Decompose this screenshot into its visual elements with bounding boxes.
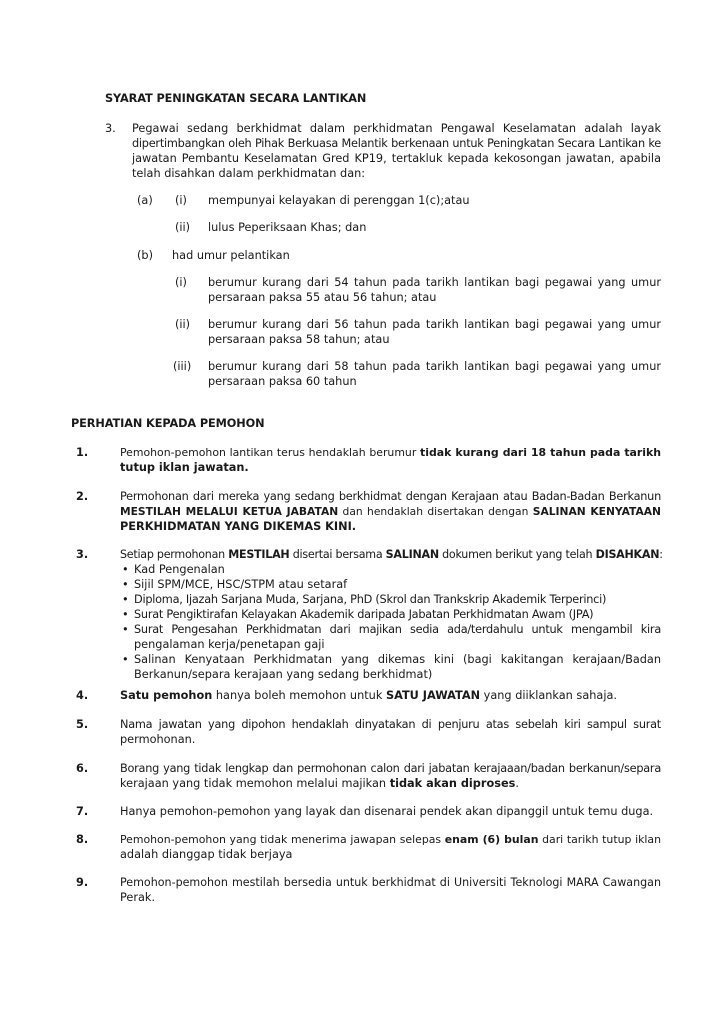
text-bold: Satu pemohon (120, 689, 213, 702)
age-item-line: berumur kurang dari 54 tahun pada tarikh lantikan bagi pegawai yang umur (208, 276, 661, 289)
bullet-icon: • (122, 653, 129, 666)
item-1-line-1 (120, 446, 661, 461)
text-normal: : (659, 548, 663, 561)
item-number: 6. (76, 762, 89, 775)
age-item-line: persaraan paksa 60 tahun (208, 375, 357, 388)
bullet-item: Diploma, Ijazah Sarjana Muda, Sarjana, PhD (Skrol dan Trankskrip Akademik Terperinci) (134, 593, 607, 606)
item-2-line-1: Permohonan dari mereka yang sedang berkhidmat dengan Kerajaan atau Badan-Badan Berkanun (120, 490, 661, 503)
text-bold: MESTILAH MELALUI KETUA JABATAN (120, 505, 339, 518)
item-number: 8. (76, 833, 89, 846)
sub-item-label: (ii) (175, 221, 191, 234)
sub-item-text: lulus Peperiksaan Khas; dan (208, 221, 367, 234)
text-normal: Pemohon-pemohon yang tidak menerima jawapan selepas (120, 833, 445, 846)
age-item-label: (iii) (173, 360, 192, 373)
sub-label-a: (a) (137, 194, 153, 207)
item-number: 1. (76, 446, 89, 459)
sub-item-text: had umur pelantikan (172, 249, 290, 262)
bullet-item-cont: Berkanun/separa kerajaan yang sedang berkhidmat) (134, 668, 433, 681)
bullet-item: Kad Pengenalan (134, 563, 225, 576)
text-bold: enam (6) bulan (444, 833, 539, 846)
item-2-line-2 (120, 505, 661, 520)
text-bold: SATU JAWATAN (385, 689, 481, 702)
text-normal: dari tarikh tutup iklan (538, 833, 661, 846)
bullet-item: Sijil SPM/MCE, HSC/STPM atau setaraf (134, 578, 348, 591)
bullet-icon: • (122, 563, 129, 576)
section-title-perhatian: PERHATIAN KEPADA PEMOHON (71, 417, 265, 430)
item-5-line-1: Nama jawatan yang dipohon hendaklah dinyatakan di penjuru atas sebelah kiri sampul surat (120, 718, 661, 731)
sub-label-b: (b) (137, 249, 153, 262)
text-normal: yang diiklankan sahaja. (480, 689, 617, 702)
age-item-line: berumur kurang dari 58 tahun pada tarikh lantikan bagi pegawai yang umur (208, 360, 661, 373)
item-number: 5. (76, 718, 89, 731)
sub-item-label: (i) (175, 194, 187, 207)
text-bold: MESTILAH (228, 548, 290, 561)
age-item-line: berumur kurang dari 56 tahun pada tarikh lantikan bagi pegawai yang umur (208, 318, 661, 331)
section-title-syarat: SYARAT PENINGKATAN SECARA LANTIKAN (105, 92, 367, 105)
text-bold: SALINAN (385, 548, 439, 561)
text-bold: tidak akan diproses (389, 777, 516, 790)
item-7-line: Hanya pemohon-pemohon yang layak dan disenarai pendek akan dipanggil untuk temu duga. (120, 805, 654, 818)
item-1-line-2: tutup iklan jawatan. (120, 461, 249, 474)
item-8-line-2: adalah dianggap tidak berjaya (120, 848, 293, 861)
text-normal: dokumen berikut yang telah (438, 548, 596, 561)
item-4-line (120, 689, 617, 704)
text-normal: hanya boleh memohon untuk (212, 689, 386, 702)
bullet-icon: • (122, 623, 129, 636)
item-6-line-1: Borang yang tidak lengkap dan permohonan calon dari jabatan kerajaaan/badan berkanun/separa (120, 762, 661, 775)
item-9-line-1: Pemohon-pemohon mestilah bersedia untuk berkhidmat di Universiti Teknologi MARA Cawangan (120, 876, 661, 889)
text-normal: Pemohon-pemohon lantikan terus hendaklah berumur (120, 446, 421, 459)
item-2-line-3: PERKHIDMATAN YANG DIKEMAS KINI. (120, 520, 357, 533)
age-item-label: (ii) (175, 318, 191, 331)
text-bold: tidak kurang dari 18 tahun pada tarikh (420, 446, 661, 459)
age-item-line: persaraan paksa 55 atau 56 tahun; atau (208, 291, 437, 304)
item-5-line-2: permohonan. (120, 733, 196, 746)
bullet-icon: • (122, 593, 129, 606)
text-normal: disertai bersama (289, 548, 386, 561)
text-normal: dan hendaklah disertakan dengan (338, 505, 533, 518)
item-8-line-1 (120, 833, 661, 848)
sub-item-text: mempunyai kelayakan di perenggan 1(c);atau (208, 194, 470, 207)
text-bold: SALINAN KENYATAAN (532, 505, 662, 518)
item-number: 4. (76, 689, 89, 702)
paragraph-line: Pegawai sedang berkhidmat dalam perkhidmatan Pengawal Keselamatan adalah layak (132, 122, 661, 135)
item-number: 3. (105, 122, 116, 135)
bullet-icon: • (122, 608, 129, 621)
age-item-line: persaraan paksa 58 tahun; atau (208, 333, 390, 346)
text-normal: . (515, 777, 519, 790)
paragraph-line: dipertimbangkan oleh Pihak Berkuasa Melantik berkenaan untuk Peningkatan Secara Lantikan ke (132, 137, 661, 150)
bullet-item: Surat Pengesahan Perkhidmatan dari majikan sedia ada/terdahulu untuk mengambil kira (134, 623, 661, 636)
text-normal: kerajaan yang tidak memohon melalui majikan (120, 777, 390, 790)
text-bold: DISAHKAN (595, 548, 660, 561)
item-3-intro (120, 548, 663, 563)
item-number: 3. (76, 548, 89, 561)
item-9-line-2: Perak. (120, 891, 156, 904)
item-number: 9. (76, 876, 89, 889)
bullet-icon: • (122, 578, 129, 591)
bullet-item-cont: pengalaman kerja/penetapan gaji (134, 638, 325, 651)
age-item-label: (i) (175, 276, 187, 289)
paragraph-line: jawatan Pembantu Keselamatan Gred KP19, tertakluk kepada kekosongan jawatan, apabila (132, 152, 661, 165)
bullet-item: Surat Pengiktirafan Kelayakan Akademik daripada Jabatan Perkhidmatan Awam (JPA) (134, 608, 594, 621)
bullet-item: Salinan Kenyataan Perkhidmatan yang dikemas kini (bagi kakitangan kerajaan/Badan (134, 653, 661, 666)
item-number: 7. (76, 805, 89, 818)
text-normal: Setiap permohonan (120, 548, 229, 561)
item-6-line-2 (120, 777, 519, 792)
paragraph-line: telah disahkan dalam perkhidmatan dan: (132, 167, 366, 180)
item-number: 2. (76, 490, 89, 503)
